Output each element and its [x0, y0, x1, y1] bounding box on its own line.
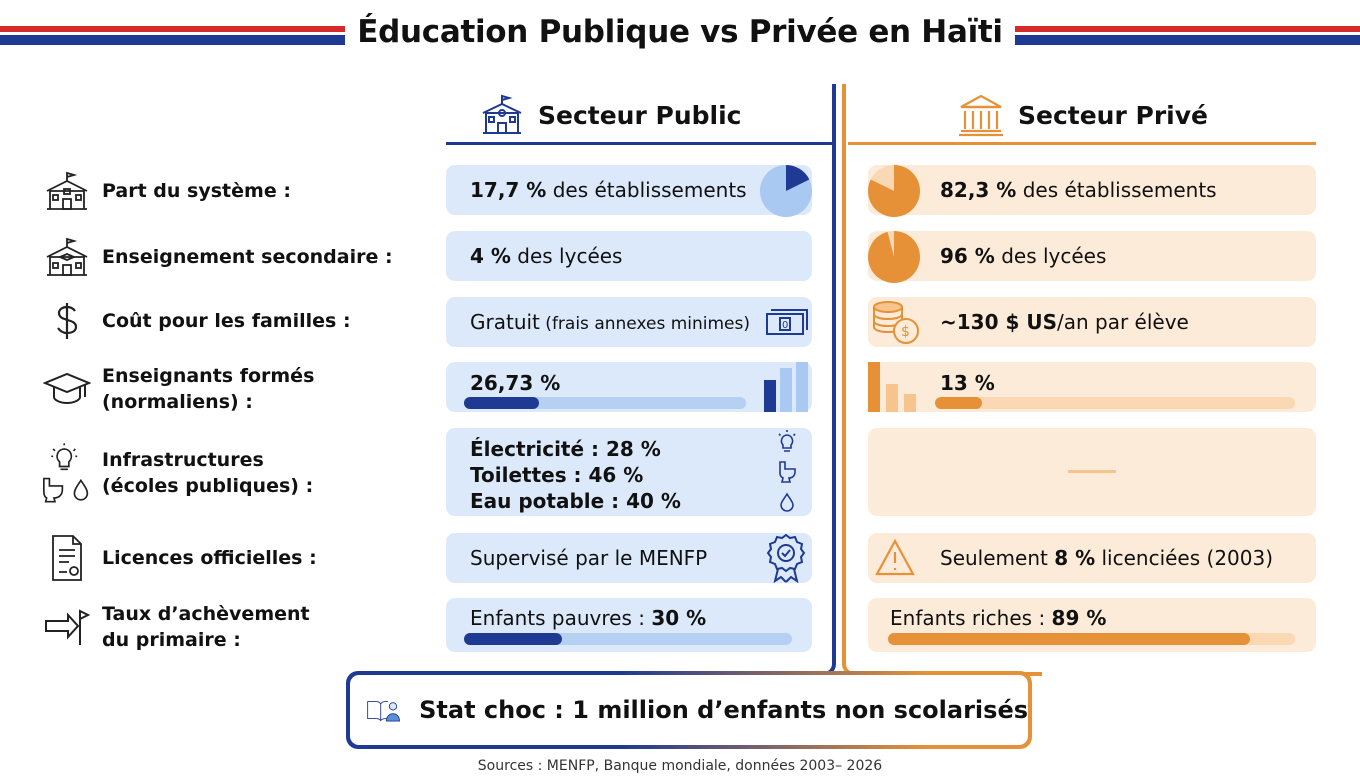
row-label-licenses — [42, 534, 317, 582]
bar-chart-icon-bar-1 — [764, 380, 776, 412]
row-label-cost — [42, 298, 351, 344]
public-header-label: Secteur Public — [538, 100, 742, 130]
school-icon — [45, 169, 89, 213]
private-completion-progress-fill — [888, 633, 1250, 645]
infrastructure-icon — [42, 441, 92, 505]
shock-stat-text: Stat choc : 1 million d’enfants non scolarisés — [419, 696, 1028, 724]
private-completion-prefix: Enfants riches : — [890, 606, 1052, 630]
private-secondary-pie-slice — [868, 231, 920, 283]
row-label-line1: Enseignants formés — [102, 365, 315, 387]
public-cell-teachers — [446, 362, 812, 412]
public-share-pie-chart — [758, 163, 814, 219]
public-completion-prefix: Enfants pauvres : — [470, 606, 652, 630]
row-label-line2: du primaire : — [102, 629, 241, 651]
private-secondary-pie-chart — [866, 229, 922, 285]
bar-chart-icon-bar-2 — [780, 368, 792, 412]
row-label-line1: Taux d’achèvement — [102, 603, 310, 625]
private-teachers-progress-track — [935, 397, 1295, 409]
row-label-line1: Infrastructures — [102, 449, 264, 471]
public-header-underline — [446, 142, 832, 145]
private-header-label: Secteur Privé — [1018, 100, 1208, 130]
private-cell-share — [868, 165, 1316, 215]
private-secondary-value: 96 % — [940, 244, 995, 268]
private-cell-cost — [868, 297, 1316, 347]
row-label-secondary — [42, 234, 393, 280]
row-label-line2: (écoles publiques) : — [102, 475, 314, 497]
row-label-text — [102, 601, 310, 653]
public-completion-progress-fill — [464, 633, 562, 645]
private-infrastructure-dash — [1068, 470, 1116, 473]
row-label-share — [42, 168, 291, 214]
public-completion-value: 30 % — [651, 606, 707, 630]
dollar-icon — [45, 299, 89, 343]
banknote-icon — [764, 306, 810, 338]
private-share-value: 82,3 % — [940, 178, 1017, 202]
private-share-pie-chart — [866, 163, 922, 219]
public-share-text: des établissements — [546, 178, 747, 202]
bar-chart-icon-bar-1 — [868, 362, 880, 412]
private-completion-value: 89 % — [1051, 606, 1107, 630]
coins-icon — [870, 299, 922, 347]
public-cell-share — [446, 165, 812, 215]
public-water-stat: Eau potable : 40 % — [470, 489, 681, 513]
private-teachers-progress-fill — [935, 397, 982, 409]
bar-chart-icon-bar-3 — [904, 394, 916, 412]
row-label-text: Coût pour les familles : — [102, 310, 351, 332]
private-cell-completion — [868, 598, 1316, 652]
public-secondary-text: des lycées — [510, 244, 623, 268]
private-licenses-text: licenciées (2003) — [1095, 546, 1274, 570]
school-building-icon — [480, 93, 524, 137]
public-teachers-value: 26,73 % — [470, 371, 561, 395]
public-licenses-text: Supervisé par le MENFP — [470, 546, 708, 570]
page-title: Éducation Publique vs Privée en Haïti — [357, 14, 1003, 50]
public-cell-secondary — [446, 231, 812, 281]
private-licenses-prefix: Seulement — [940, 546, 1055, 570]
public-cell-infrastructure — [446, 428, 812, 516]
private-cell-secondary — [868, 231, 1316, 281]
public-completion-progress-track — [464, 633, 792, 645]
row-label-text: Licences officielles : — [102, 547, 317, 569]
private-completion-progress-track — [888, 633, 1295, 645]
row-label-line2: (normaliens) : — [102, 391, 253, 413]
svg-text:$: $ — [901, 324, 910, 340]
svg-text:0: 0 — [782, 320, 789, 331]
graduation-cap-icon — [43, 369, 91, 409]
private-header-underline — [848, 142, 1316, 145]
public-cell-cost — [446, 297, 812, 347]
shock-stat-box — [346, 671, 1032, 749]
private-share-text: des établissements — [1016, 178, 1217, 202]
bar-chart-icon-bar-2 — [886, 384, 898, 412]
private-cell-licenses — [868, 533, 1316, 583]
public-secondary-value: 4 % — [470, 244, 511, 268]
private-cell-infrastructure — [868, 428, 1316, 516]
public-electricity-stat: Électricité : 28 % — [470, 437, 661, 461]
arrow-flag-icon — [44, 607, 90, 647]
public-teachers-progress-track — [464, 397, 746, 409]
document-icon — [47, 534, 87, 582]
student-reading-icon — [366, 681, 401, 739]
private-secondary-text: des lycées — [994, 244, 1107, 268]
public-teachers-progress-fill — [464, 397, 539, 409]
sources-footnote: Sources : MENFP, Banque mondiale, données 2003– 2026 — [477, 758, 883, 774]
public-cell-licenses — [446, 533, 812, 583]
private-column-header — [958, 90, 1208, 140]
public-column-header — [480, 90, 742, 140]
row-label-text — [102, 363, 314, 415]
infrastructure-icons-column — [774, 430, 800, 516]
row-label-text — [102, 447, 313, 499]
private-cell-teachers — [868, 362, 1316, 412]
lightbulb-icon — [779, 430, 795, 451]
bar-chart-icon-bar-3 — [796, 362, 808, 412]
private-teachers-value: 13 % — [940, 371, 995, 395]
public-toilets-stat: Toilettes : 46 % — [470, 463, 644, 487]
certified-badge-icon — [766, 533, 806, 583]
private-cost-value: ~130 $ US — [940, 310, 1057, 334]
row-label-teachers — [42, 362, 314, 416]
toilet-icon — [780, 462, 795, 482]
public-cell-completion — [446, 598, 812, 652]
high-school-icon — [45, 235, 89, 279]
public-share-value: 17,7 % — [470, 178, 547, 202]
public-cost-note: (frais annexes minimes) — [539, 314, 750, 334]
private-licenses-value: 8 % — [1054, 546, 1096, 570]
private-cost-text: /an par élève — [1057, 310, 1189, 334]
bank-building-icon — [958, 93, 1004, 137]
row-label-text: Enseignement secondaire : — [102, 246, 393, 268]
row-label-text: Part du système : — [102, 180, 291, 202]
water-drop-icon — [781, 494, 793, 511]
public-cost-text: Gratuit — [470, 310, 540, 334]
row-label-infrastructure — [42, 440, 313, 506]
warning-icon — [874, 538, 916, 578]
row-label-completion — [42, 600, 310, 654]
